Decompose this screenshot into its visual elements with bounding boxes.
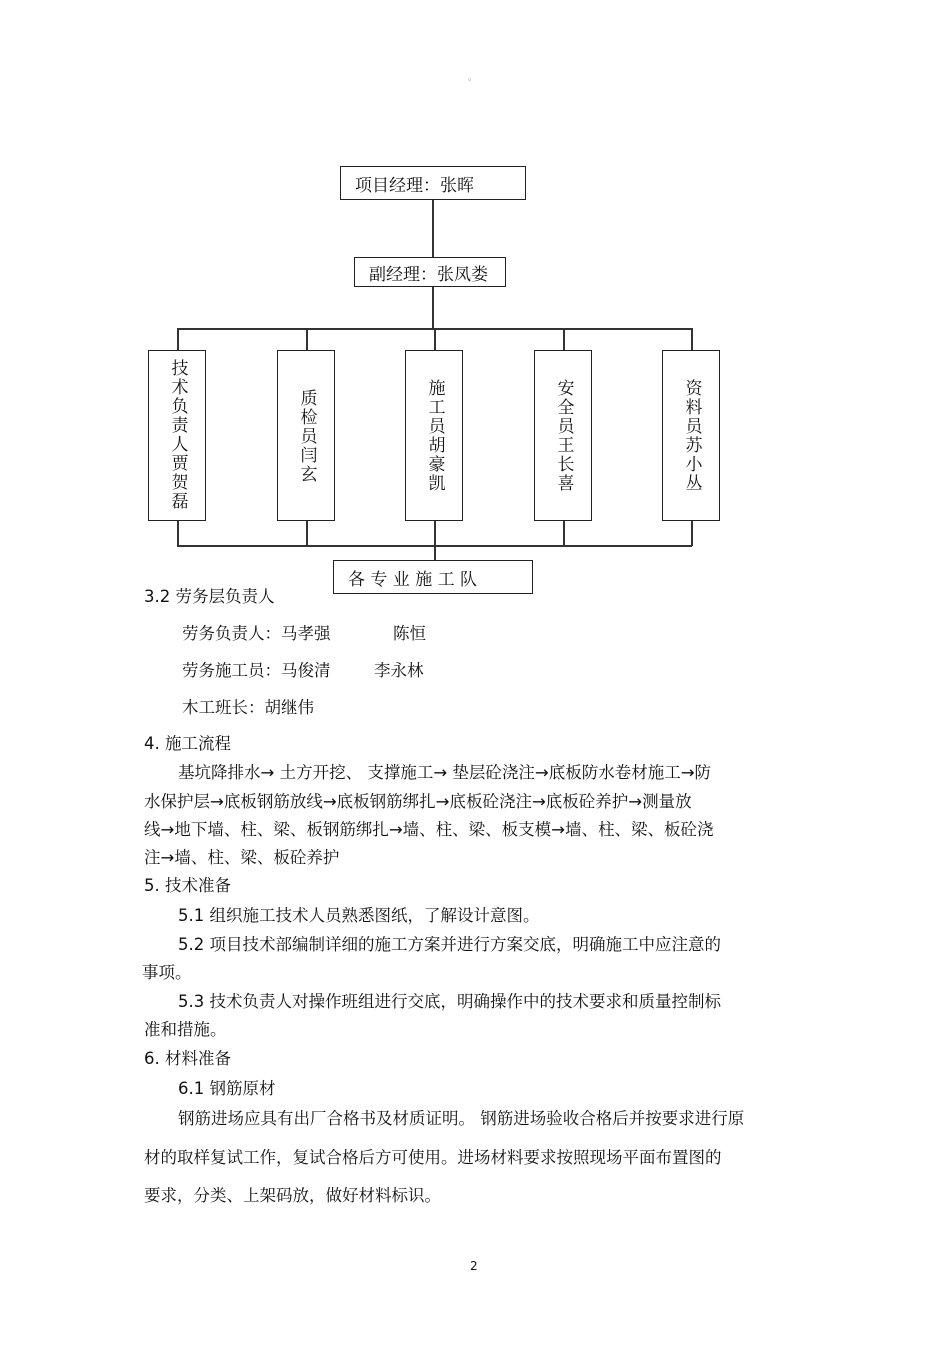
item-5-3-line-2: 准和措施。 bbox=[144, 1020, 227, 1039]
deputy-box bbox=[354, 257, 506, 287]
role-box-tech bbox=[148, 350, 206, 521]
section-3-2-title: 3.2 劳务层负责人 bbox=[144, 587, 275, 606]
item-5-2-line-1: 5.2 项目技术部编制详细的施工方案并进行方案交底，明确施工中应注意的 bbox=[178, 935, 721, 954]
connector-line bbox=[432, 287, 434, 329]
connector-line bbox=[434, 521, 436, 561]
carpenter-lead: 木工班长：胡继伟 bbox=[182, 698, 314, 717]
process-line-2: 水保护层→底板钢筋放线→底板钢筋绑扎→底板砼浇注→底板砼养护→测量放 bbox=[144, 792, 692, 811]
connector-line bbox=[691, 328, 693, 351]
labor-worker: 劳务施工员：马俊清 bbox=[182, 661, 331, 680]
section-5-title: 5. 技术准备 bbox=[144, 876, 231, 895]
teams-label: 各 专 业 施 工 队 bbox=[348, 569, 478, 590]
labor-worker-2: 李永林 bbox=[374, 661, 424, 680]
connector-line bbox=[563, 328, 565, 351]
connector-line bbox=[306, 521, 308, 546]
role-label: 资料员苏小丛 bbox=[681, 379, 702, 493]
paragraph-line-3: 要求，分类、上架码放，做好材料标识。 bbox=[144, 1186, 441, 1205]
role-label: 安全员王长喜 bbox=[553, 379, 574, 493]
connector-line bbox=[434, 328, 436, 351]
pm-box bbox=[340, 166, 526, 200]
connector-line bbox=[432, 200, 434, 258]
role-label: 技术负责人贾贺磊 bbox=[167, 359, 188, 511]
role-box-construction bbox=[405, 350, 463, 521]
page-number: 2 bbox=[470, 1259, 478, 1273]
section-4-title: 4. 施工流程 bbox=[144, 734, 231, 753]
role-box-quality bbox=[277, 350, 335, 521]
deputy-label: 副经理：张凤娄 bbox=[369, 264, 488, 285]
item-5-2-line-2: 事项。 bbox=[142, 963, 192, 982]
connector-line bbox=[563, 521, 565, 546]
role-box-safety bbox=[534, 350, 592, 521]
role-box-records bbox=[662, 350, 720, 521]
role-label: 质检员闫玄 bbox=[296, 389, 317, 484]
labor-lead: 劳务负责人：马孝强 bbox=[182, 624, 331, 643]
paragraph-line-1: 钢筋进场应具有出厂合格书及材质证明。 钢筋进场验收合格后并按要求进行原 bbox=[178, 1109, 745, 1128]
labor-lead-2: 陈恒 bbox=[393, 624, 426, 643]
connector-line bbox=[177, 545, 692, 547]
item-6-1: 6.1 钢筋原材 bbox=[178, 1079, 276, 1098]
item-5-1: 5.1 组织施工技术人员熟悉图纸，了解设计意图。 bbox=[178, 906, 540, 925]
process-line-4: 注→墙、柱、梁、板砼养护 bbox=[144, 848, 340, 867]
process-line-3: 线→地下墙、柱、梁、板钢筋绑扎→墙、柱、梁、板支模→墙、柱、梁、板砼浇 bbox=[144, 820, 714, 839]
pm-label: 项目经理：张晖 bbox=[355, 175, 474, 196]
paragraph-line-2: 材的取样复试工作，复试合格后方可使用。进场材料要求按照现场平面布置图的 bbox=[144, 1148, 722, 1167]
header-mark: 。 bbox=[468, 73, 478, 83]
connector-line bbox=[691, 521, 693, 546]
connector-line bbox=[177, 521, 179, 546]
role-label: 施工员胡豪凯 bbox=[424, 379, 445, 493]
connector-line bbox=[177, 328, 179, 351]
section-6-title: 6. 材料准备 bbox=[144, 1049, 231, 1068]
teams-box bbox=[333, 560, 533, 594]
item-5-3-line-1: 5.3 技术负责人对操作班组进行交底，明确操作中的技术要求和质量控制标 bbox=[178, 992, 721, 1011]
connector-line bbox=[306, 328, 308, 351]
process-line-1: 基坑降排水→ 土方开挖、 支撑施工→ 垫层砼浇注→底板防水卷材施工→防 bbox=[178, 763, 712, 782]
